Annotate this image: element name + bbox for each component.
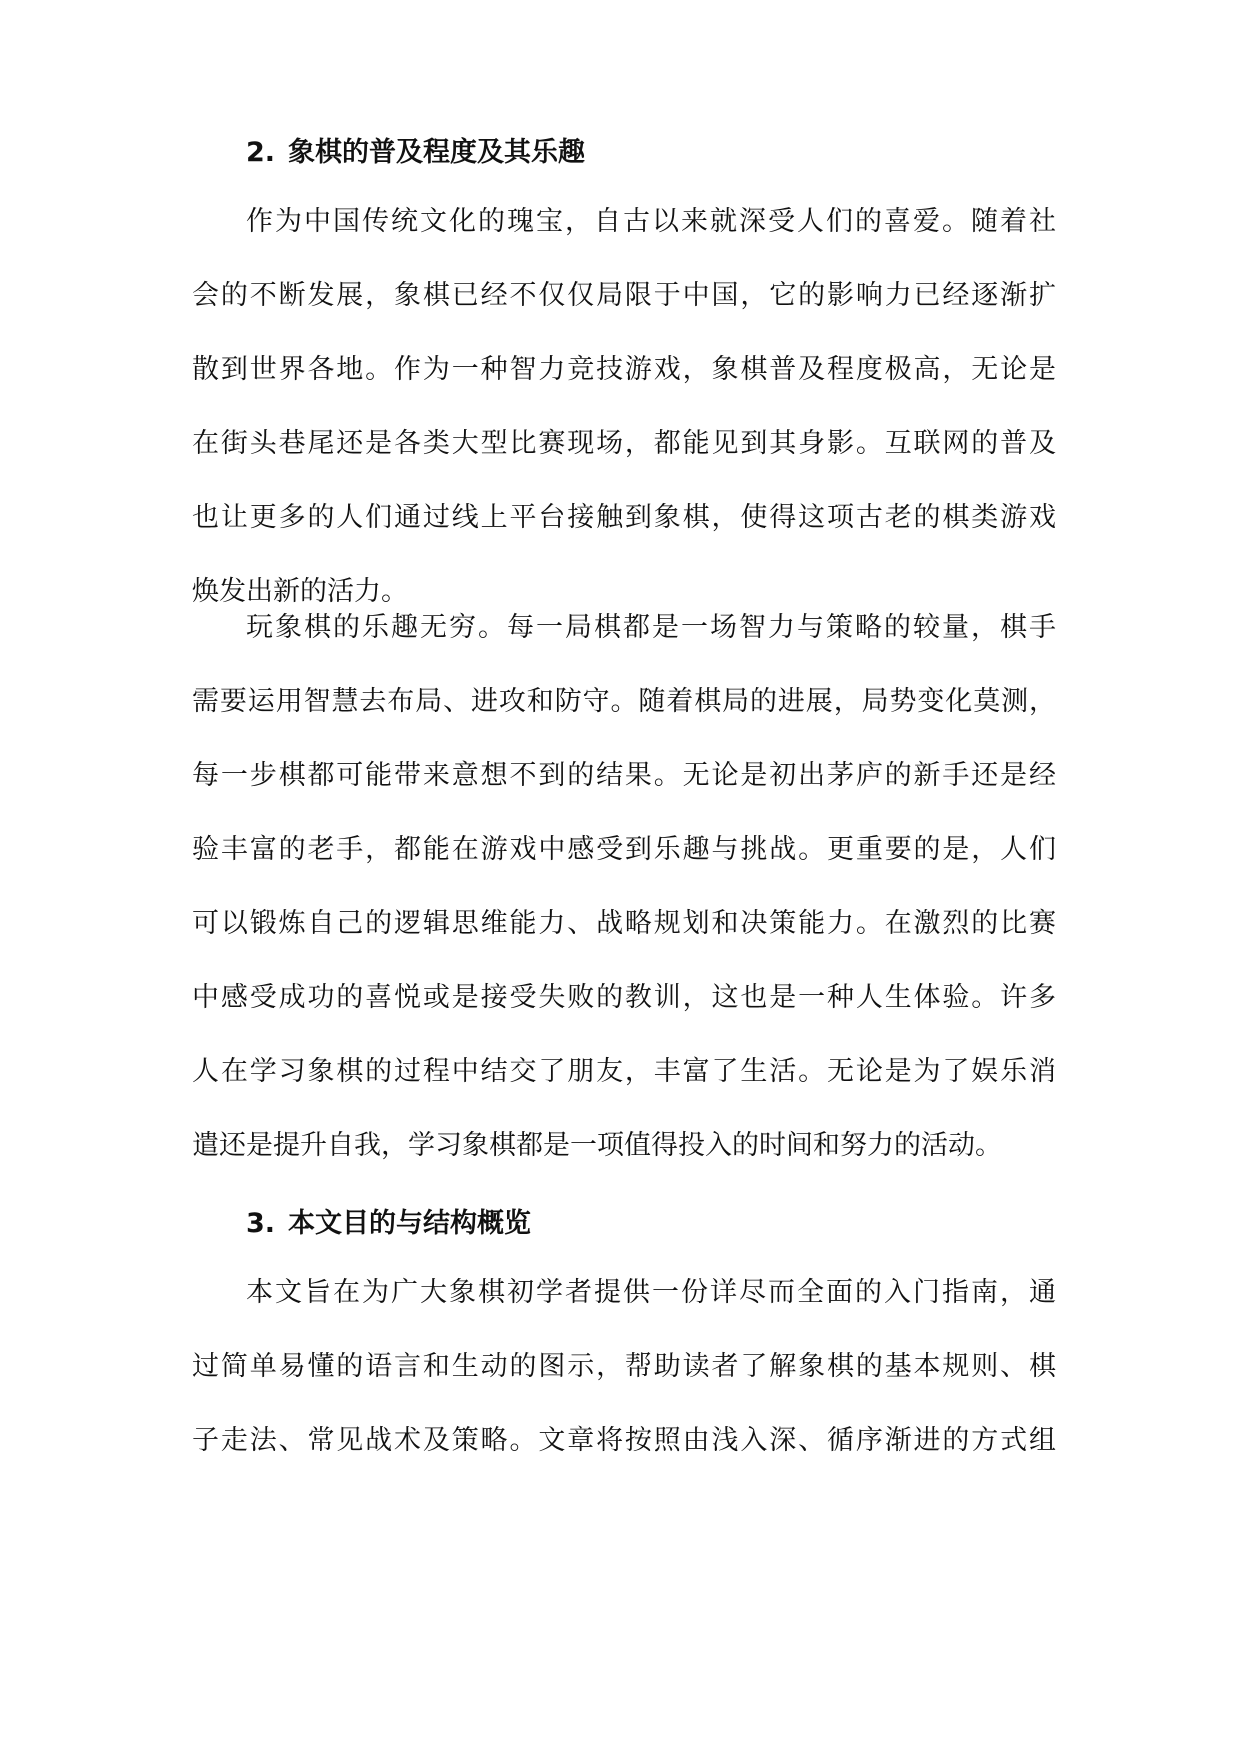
text-line: 作为中国传统文化的瑰宝，自古以来就深受人们的喜爱。随着社 xyxy=(246,206,1056,237)
section-number: 2. xyxy=(246,137,276,168)
text-line: 在街头巷尾还是各类大型比赛现场，都能见到其身影。互联网的普及 xyxy=(192,428,1056,459)
text-line: 玩象棋的乐趣无穷。每一局棋都是一场智力与策略的较量，棋手 xyxy=(246,612,1056,643)
text-line: 人在学习象棋的过程中结交了朋友，丰富了生活。无论是为了娱乐消 xyxy=(192,1056,1056,1087)
text-line: 可以锻炼自己的逻辑思维能力、战略规划和决策能力。在激烈的比赛 xyxy=(192,908,1056,939)
section-title: 本文目的与结构概览 xyxy=(288,1208,531,1239)
text-line: 中感受成功的喜悦或是接受失败的教训，这也是一种人生体验。许多 xyxy=(192,982,1056,1013)
text-line: 本文旨在为广大象棋初学者提供一份详尽而全面的入门指南，通 xyxy=(246,1277,1056,1308)
section-number: 3. xyxy=(246,1208,276,1239)
text-line: 需要运用智慧去布局、进攻和防守。随着棋局的进展，局势变化莫测， xyxy=(192,686,1056,717)
text-line: 散到世界各地。作为一种智力竞技游戏，象棋普及程度极高，无论是 xyxy=(192,354,1056,385)
text-line: 过简单易懂的语言和生动的图示，帮助读者了解象棋的基本规则、棋 xyxy=(192,1351,1056,1382)
text-line: 每一步棋都可能带来意想不到的结果。无论是初出茅庐的新手还是经 xyxy=(192,760,1056,791)
text-line: 会的不断发展，象棋已经不仅仅局限于中国，它的影响力已经逐渐扩 xyxy=(192,280,1056,311)
paragraph-popularity xyxy=(192,185,1056,629)
section-title: 象棋的普及程度及其乐趣 xyxy=(288,137,585,168)
paragraph-purpose xyxy=(192,1256,1056,1478)
paragraph-fun xyxy=(192,591,1056,1183)
text-line: 也让更多的人们通过线上平台接触到象棋，使得这项古老的棋类游戏 xyxy=(192,502,1056,533)
section-heading-2 xyxy=(246,133,585,173)
text-line: 遣还是提升自我，学习象棋都是一项值得投入的时间和努力的活动。 xyxy=(192,1130,1002,1161)
text-line: 子走法、常见战术及策略。文章将按照由浅入深、循序渐进的方式组 xyxy=(192,1425,1056,1456)
text-line: 验丰富的老手，都能在游戏中感受到乐趣与挑战。更重要的是，人们 xyxy=(192,834,1056,865)
text-line: 焕发出新的活力。 xyxy=(192,576,408,607)
section-heading-3 xyxy=(246,1204,531,1244)
